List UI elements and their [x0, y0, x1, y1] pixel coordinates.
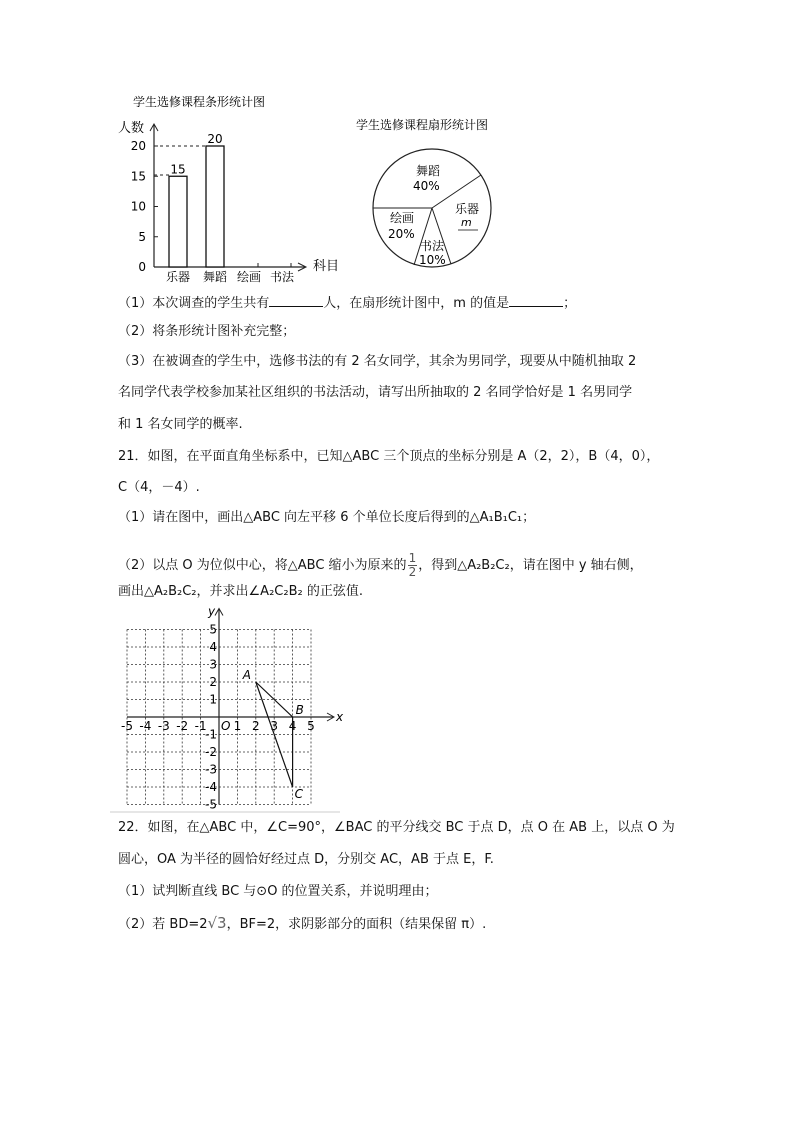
pie-chart [350, 110, 520, 280]
coordinate-grid [110, 600, 350, 815]
pie-value-calligraphy: 10% [419, 253, 446, 267]
y-tick-label: -2 [205, 745, 217, 759]
pie-label-painting: 绘画 [390, 211, 415, 225]
y-tick-label: 15 [130, 169, 146, 184]
y-tick-label: -5 [205, 797, 217, 812]
y-tick-label: 10 [130, 199, 146, 214]
x-axis-label: x [336, 710, 344, 724]
fraction [408, 552, 418, 579]
q22-line1: 22．如图，在△ABC 中，∠C=90°，∠BAC 的平分线交 BC 于点 D，点 O 在 AB 上，以点 O 为 [118, 820, 675, 835]
x-tick-label: 舞蹈 [202, 270, 228, 284]
x-tick-label: 书法 [269, 270, 295, 284]
pie-chart-title: 学生选修课程扇形统计图 [356, 118, 489, 132]
bar-chart-title: 学生选修课程条形统计图 [133, 95, 266, 109]
sqrt-three: √3 [207, 914, 227, 932]
y-tick-label: 4 [209, 640, 217, 654]
bar-value-label: 20 [207, 132, 223, 146]
y-tick-label: 3 [209, 657, 217, 672]
pie-label-calligraphy: 书法 [420, 239, 445, 253]
pie-value-music: m [461, 216, 472, 229]
y-axis-label: y [208, 604, 216, 619]
origin-label: O [221, 719, 231, 733]
fraction-denominator: 2 [408, 565, 417, 579]
y-tick-label: 1 [209, 692, 217, 707]
q20-part3-line3: 和 1 名女同学的概率. [118, 417, 243, 432]
x-tick-label: 1 [233, 719, 242, 733]
answer-blank [509, 294, 563, 307]
x-tick-label: 2 [251, 719, 260, 733]
vertex-label-A: A [242, 668, 252, 682]
q21-line1: 21．如图，在平面直角坐标系中，已知△ABC 三个顶点的坐标分别是 A（2，2），B（4，0）， [118, 449, 660, 464]
y-tick-label: 5 [138, 229, 146, 244]
x-tick-label: -5 [121, 719, 133, 733]
x-tick-label: 5 [307, 719, 315, 733]
pie-value-painting: 20% [388, 227, 415, 241]
text: ； [563, 296, 577, 311]
answer-blank [269, 294, 323, 307]
bar-乐器 [169, 176, 187, 267]
q20-part3-line1: （3）在被调查的学生中，选修书法的有 2 名女同学，其余为男同学，现要从中随机抽取 2 [118, 354, 637, 369]
fraction-numerator: 1 [408, 551, 417, 565]
q20-part2: （2）将条形统计图补充完整； [118, 324, 296, 339]
q22-part2 [118, 915, 486, 933]
q22-part1: （1）试判断直线 BC 与⊙O 的位置关系，并说明理由； [118, 884, 438, 899]
text: ，得到△A₂B₂C₂，请在图中 y 轴右侧， [418, 558, 643, 573]
bar-chart [110, 88, 360, 288]
q21-line2: C（4，－4）. [118, 480, 200, 495]
pie-label-music: 乐器 [455, 202, 480, 216]
y-tick-label: 20 [130, 139, 146, 153]
x-axis-label: 科目 [313, 259, 340, 274]
x-tick-label: 3 [270, 719, 279, 733]
x-tick-label: 乐器 [165, 270, 191, 284]
q20-part1 [118, 294, 576, 312]
text: （2）以点 O 为位似中心，将△ABC 缩小为原来的 [118, 558, 407, 573]
y-tick-label: -1 [205, 727, 217, 742]
vertex-label-C: C [294, 787, 303, 801]
pie-label-dance: 舞蹈 [416, 164, 441, 178]
y-tick-label: 5 [209, 622, 217, 637]
y-tick-label: -4 [205, 780, 217, 794]
y-axis-label: 人数 [118, 121, 145, 136]
text: ，BF=2，求阴影部分的面积（结果保留 π）. [226, 917, 487, 932]
x-tick-label: -2 [176, 719, 189, 733]
text: （2）若 BD=2 [118, 917, 208, 932]
bar-舞蹈 [206, 146, 224, 267]
bar-value-label: 15 [170, 162, 186, 177]
y-tick-label: 0 [138, 260, 146, 274]
text: （1）本次调查的学生共有 [118, 296, 270, 311]
q21-part1: （1）请在图中，画出△ABC 向左平移 6 个单位长度后得到的△A₁B₁C₁； [118, 510, 536, 525]
text: 人，在扇形统计图中，m 的值是 [323, 296, 510, 311]
x-tick-label: 绘画 [236, 270, 262, 284]
pie-value-dance: 40% [413, 179, 440, 193]
q21-part2-line1 [118, 552, 643, 579]
x-tick-label: -3 [157, 719, 170, 733]
x-tick-label: -1 [194, 719, 207, 733]
q22-line2: 圆心，OA 为半径的圆恰好经过点 D，分别交 AC，AB 于点 E，F. [118, 852, 494, 867]
q21-part2-line2: 画出△A₂B₂C₂，并求出∠A₂C₂B₂ 的正弦值. [118, 584, 363, 599]
vertex-label-B: B [295, 703, 304, 717]
q20-part3-line2: 名同学代表学校参加某社区组织的书法活动，请写出所抽取的 2 名同学恰好是 1 名男同学 [118, 385, 633, 400]
x-tick-label: 4 [288, 719, 297, 733]
x-tick-label: -4 [139, 719, 152, 733]
y-tick-label: -3 [205, 762, 217, 777]
y-tick-label: 2 [209, 675, 217, 689]
